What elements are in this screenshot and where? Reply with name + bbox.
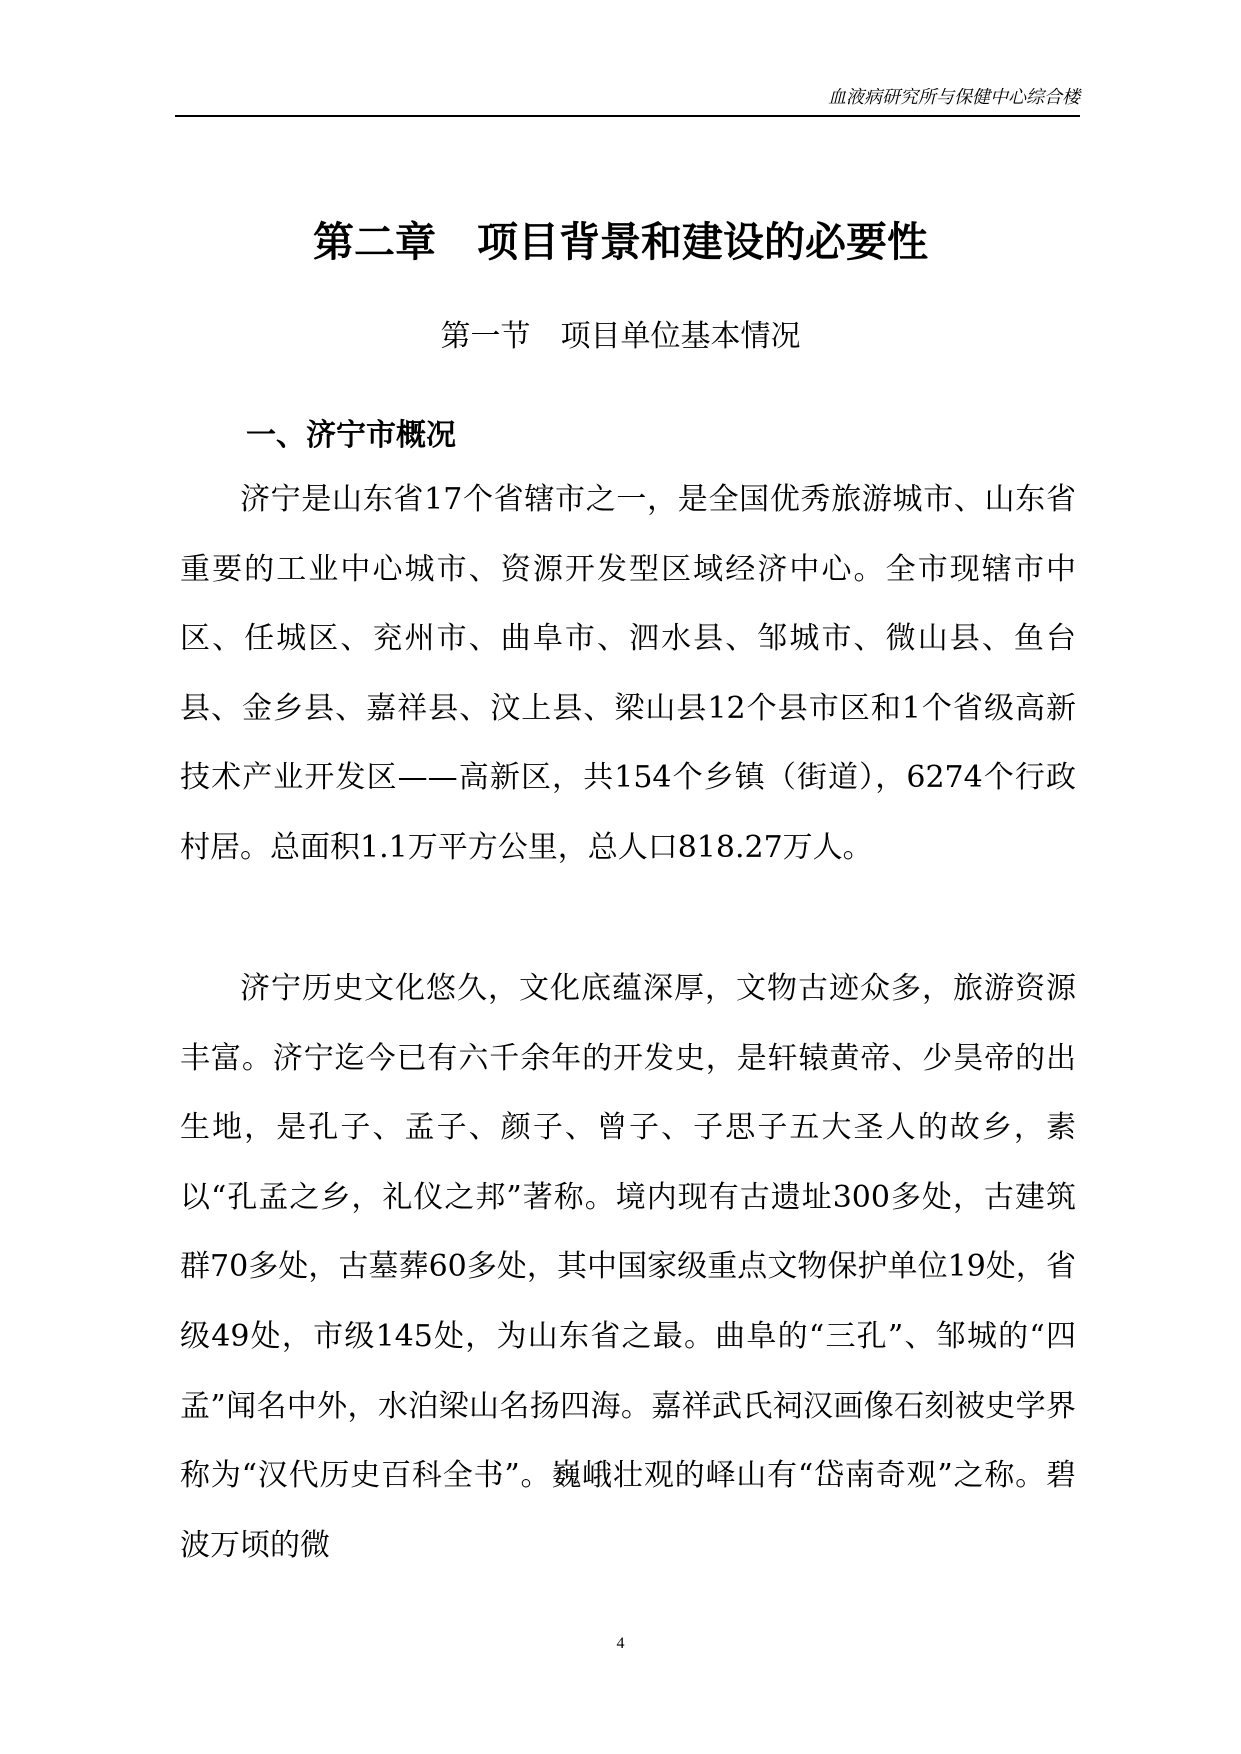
- subsection-title: 一、济宁市概况: [246, 418, 456, 453]
- page-number: 4: [616, 1635, 625, 1652]
- header-divider: [175, 115, 1080, 117]
- section-title: 第一节 项目单位基本情况: [440, 319, 801, 354]
- chapter-title: 第二章 项目背景和建设的必要性: [313, 218, 928, 266]
- running-header: 血液病研究所与保健中心综合楼: [828, 87, 1080, 108]
- body-paragraph: 济宁是山东省17个省辖市之一，是全国优秀旅游城市、山东省重要的工业中心城市、资源开发型区域经济中心。全市现辖市中区、任城区、兖州市、曲阜市、泗水县、邹城市、微山县、鱼台县、金乡县、嘉祥县、汶上县、梁山县12个县市区和1个省级高新技术产业开发区——高新区，共154个乡镇（街道），6274个行政村居。总面积1.1万平方公里，总人口818.27万人。: [180, 482, 1076, 865]
- body-paragraph: 济宁历史文化悠久，文化底蕴深厚，文物古迹众多，旅游资源丰富。济宁迄今已有六千余年的开发史，是轩辕黄帝、少昊帝的出生地，是孔子、孟子、颜子、曾子、子思子五大圣人的故乡，素以“孔孟之乡，礼仪之邦”著称。境内现有古遗址300多处，古建筑群70多处，古墓葬60多处，其中国家级重点文物保护单位19处，省级49处，市级145处，为山东省之最。曲阜的“三孔”、邹城的“四孟”闻名中外，水泊梁山名扬四海。嘉祥武氏祠汉画像石刻被史学界称为“汉代历史百科全书”。巍峨壮观的峄山有“岱南奇观”之称。碧波万顷的微: [180, 971, 1076, 1563]
